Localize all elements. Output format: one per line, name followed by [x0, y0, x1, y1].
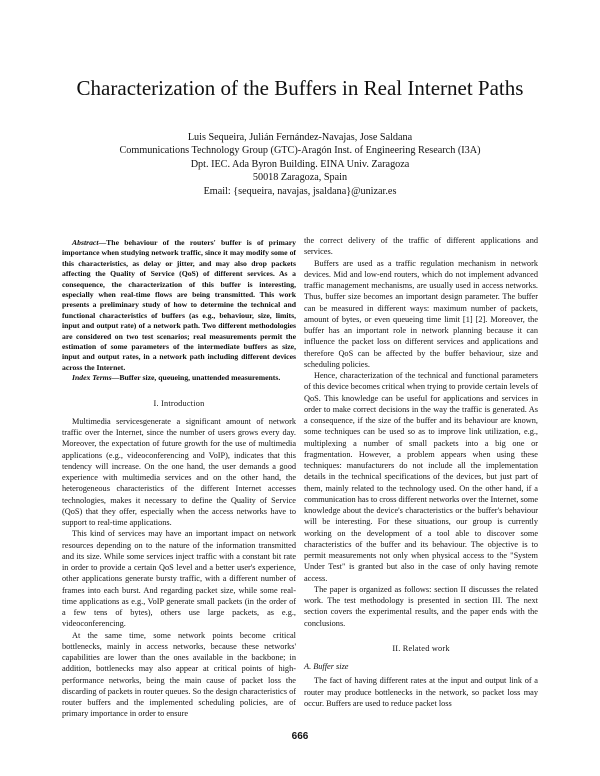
author-block	[40, 131, 560, 198]
index-terms-text: —Buffer size, queueing, unattended measurements.	[111, 373, 281, 383]
intro-paragraph-5: Hence, characterization of the technical and functional parameters of this device becomes critical when trying to provide certain levels of QoS. This knowledge can be useful for applications and services in order to make correct decisions in the way the traffic is generated. As a consequence, if the size of the buffer and its behaviour are known, some techniques can be used so as to improve link utilization, e.g., multiplexing a number of small packets into a big one or fragmentation. However, a problem appears when using these techniques: manufacturers do not include all the implementation details in the technical specifications of the devices, but just part of them, mainly related to the technology used. On the other hand, if a communication has to cross different networks over the Internet, some knowledge about the device's characteristics or the buffer's behaviour will be interesting. For these situations, our group is currently working on the development of a tool able to discover some characteristics of the buffer and its behaviour. The objective is to permit measurements not only when physical access to the "System Under Test" is granted but also in the case of only having remote access.	[304, 371, 538, 583]
index-terms-label: Index Terms	[72, 373, 112, 383]
index-terms	[62, 373, 296, 383]
affiliation-line-2: Dpt. IEC. Ada Byron Building. EINA Univ. Zaragoza	[190, 158, 410, 170]
author-names: Luis Sequeira, Julián Fernández-Navajas, Jose Saldana	[187, 132, 413, 143]
left-column	[62, 238, 296, 720]
affiliation-line-3: 50018 Zaragoza, Spain	[252, 172, 348, 184]
section-heading-introduction: I. Introduction	[153, 398, 205, 408]
abstract-text: —The behaviour of the routers' buffer is of primary importance when studying network traffic, since it may modify some of this characteristics, as delay or jitter, and may also drop packets affecting the Quality of Service (QoS) of different services. As a consequence, the characterization of this buffer is interesting, especially when real-time flows are being transmitted. This work presents a preliminary study of how to determine the technical and functional characteristics of buffers (as e.g., behaviour, size, limits, input and output rate) of a network path. Two different methodologies are considered on two test scenarios; real measurements permit the estimation of some parameters of the intermediate buffers as size, input and output rates, in a network path including different devices across the Internet.	[62, 238, 296, 372]
subsection-heading-buffer-size: A. Buffer size	[304, 662, 349, 671]
abstract-label: Abstract	[72, 238, 99, 247]
author-email: Email: {sequeira, navajas, jsaldana}@unizar.es	[203, 185, 397, 197]
intro-paragraph-2: This kind of services may have an important impact on network resources depending on to the nature of the information transmitted and its size. While some services inject traffic with a constant bit rate in order to provide a certain QoS level and a better user's experience, other applications generate bursty traffic, with a different number of frames into each burst. And regarding packet size, while some real-time applications as e.g., VoIP generate small packets (in the order of a few tens of bytes), others use large packets, as e.g., videoconferencing.	[62, 529, 296, 629]
intro-paragraph-3: At the same time, some network points become critical bottlenecks, mainly in access networks, because these networks' capabilities are lower than the ones available in the backbone; in addition, bottlenecks may also appear at critical points of high-performance networks, being the main cause of packet loss the discarding of packets in router queues. So the design characteristics of router buffers and the implemented scheduling policies, are of primary importance in order to ensure	[62, 630, 296, 719]
intro-paragraph-4: Buffers are used as a traffic regulation mechanism in network devices. Mid and low-end routers, which do not implement advanced traffic management mechanisms, are usually used in access networks. Thus, buffer size becomes an important design parameter. The buffer can be measured in different ways: maximum number of packets, amount of bytes, or even queueing time limit [1] [2]. Moreover, the buffer has an important role in network planning because it can influence the packet loss on different services and applications and therefore QoS can be affected by the buffer behaviour, size and scheduling policies.	[304, 258, 538, 369]
intro-paragraph-6: The paper is organized as follows: section II discusses the related work. The test methodology is presented in section III. The next section covers the experimental results, and the paper ends with the conclusions.	[304, 584, 538, 628]
intro-paragraph-1: Multimedia servicesgenerate a significant amount of network traffic over the Internet, since the number of users grows every day. Moreover, the expectation of future growth for the use of multimedia applications (e.g., videoconferencing and VoIP), indicates that this tendency will increase. On the one hand, the user demands a good experience with multimedia services and on the other hand, the heterogeneous characteristics of the different Internet accesses technologies, makes it necessary to define the Quality of Service (QoS) that they offer, especially when the access networks have to support to real-time applications.	[62, 416, 296, 528]
paper-title: Characterization of the Buffers in Real Internet Paths	[76, 76, 524, 100]
right-column	[304, 235, 538, 709]
page-number: 666	[291, 731, 309, 742]
affiliation-line-1: Communications Technology Group (GTC)-Aragón Inst. of Engineering Research (I3A)	[119, 145, 481, 157]
related-paragraph-1: The fact of having different rates at the input and output link of a router may produce bottlenecks in the network, so packet loss may occur. Buffers are used to reduce packet loss	[304, 676, 538, 708]
intro-paragraph-3-continued: the correct delivery of the traffic of different applications and services.	[304, 236, 538, 257]
section-heading-related-work: II. Related work	[392, 643, 450, 653]
abstract	[62, 238, 296, 373]
